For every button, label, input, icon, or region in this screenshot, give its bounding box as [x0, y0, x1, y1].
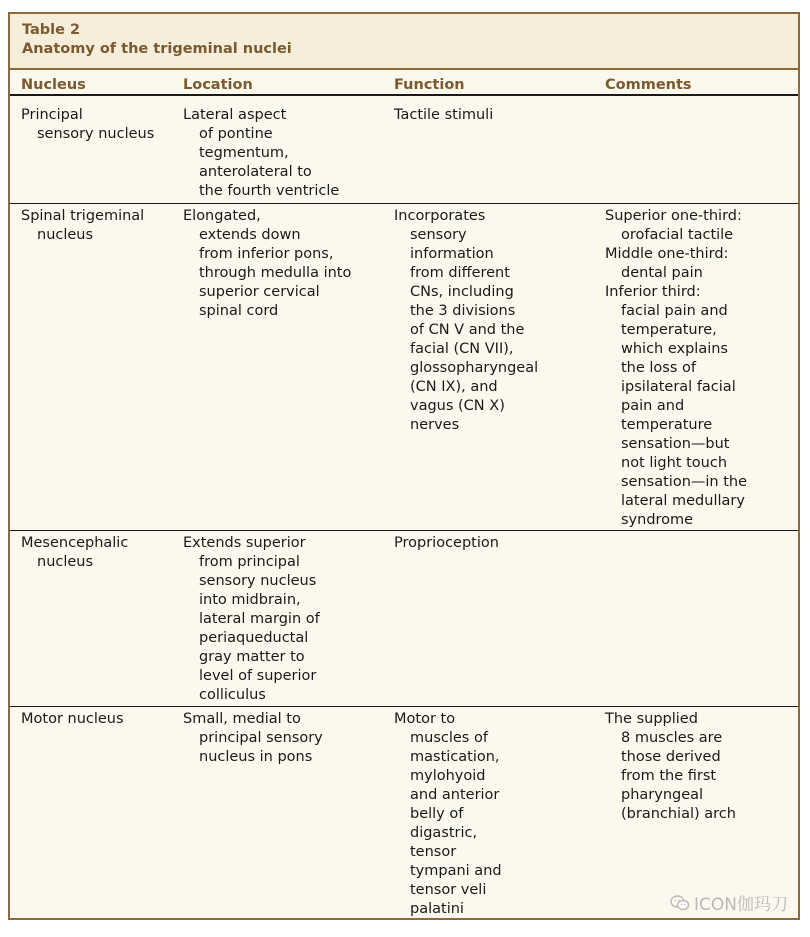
cell-line: The supplied: [605, 711, 698, 727]
cell-line: sensory nucleus: [199, 573, 317, 589]
cell-line: sensation—but: [621, 436, 730, 452]
cell-line: tensor veli: [410, 882, 487, 898]
cell-nucleus: [21, 106, 154, 144]
cell-line: Superior one-third:: [605, 208, 742, 224]
cell-line: Extends superior: [183, 535, 306, 551]
cell-line: ipsilateral facial: [621, 379, 736, 395]
cell-line: Lateral aspect: [183, 107, 287, 123]
watermark: [670, 890, 788, 915]
cell-line: periaqueductal: [199, 630, 309, 646]
cell-location: [183, 106, 339, 201]
cell-line: anterolateral to: [199, 164, 312, 180]
cell-line: facial (CN VII),: [410, 341, 514, 357]
cell-line: sensory nucleus: [37, 126, 155, 142]
cell-line: the fourth ventricle: [199, 183, 340, 199]
cell-line: extends down: [199, 227, 301, 243]
column-header-nucleus: Nucleus: [21, 77, 86, 93]
cell-location: [183, 710, 323, 767]
cell-line: tegmentum,: [199, 145, 289, 161]
table-row: [10, 207, 798, 531]
cell-line: tensor: [410, 844, 457, 860]
cell-line: into midbrain,: [199, 592, 301, 608]
cell-nucleus: [21, 534, 128, 572]
cell-line: those derived: [621, 749, 721, 765]
cell-line: the 3 divisions: [410, 303, 516, 319]
cell-line: Middle one-third:: [605, 246, 729, 262]
cell-line: orofacial tactile: [621, 227, 734, 243]
cell-line: mastication,: [410, 749, 500, 765]
column-header-comments: Comments: [605, 77, 692, 93]
cell-line: from different: [410, 265, 510, 281]
cell-line: nucleus in pons: [199, 749, 313, 765]
cell-line: and anterior: [410, 787, 500, 803]
cell-line: Incorporates: [394, 208, 486, 224]
cell-location: [183, 534, 320, 705]
table-frame: [8, 12, 800, 920]
cell-line: colliculus: [199, 687, 266, 703]
cell-comments: [605, 207, 747, 530]
cell-function: [394, 207, 538, 435]
cell-line: pain and: [621, 398, 685, 414]
wechat-icon: [670, 895, 690, 911]
table-row: [10, 534, 798, 707]
cell-line: glossopharyngeal: [410, 360, 539, 376]
cell-line: CNs, including: [410, 284, 514, 300]
cell-location: [183, 207, 351, 321]
cell-line: not light touch: [621, 455, 728, 471]
cell-line: of pontine: [199, 126, 273, 142]
column-header-function: Function: [394, 77, 465, 93]
cell-line: 8 muscles are: [621, 730, 723, 746]
watermark-text: ICON伽玛刀: [694, 895, 788, 915]
cell-line: Inferior third:: [605, 284, 701, 300]
cell-line: level of superior: [199, 668, 317, 684]
column-header-location: Location: [183, 77, 253, 93]
cell-line: digastric,: [410, 825, 478, 841]
cell-line: sensory: [410, 227, 467, 243]
cell-line: (branchial) arch: [621, 806, 736, 822]
cell-line: dental pain: [621, 265, 703, 281]
cell-line: lateral medullary: [621, 493, 745, 509]
cell-line: from inferior pons,: [199, 246, 334, 262]
cell-line: sensation—in the: [621, 474, 748, 490]
column-header-row: [10, 74, 798, 96]
cell-line: spinal cord: [199, 303, 279, 319]
cell-line: Spinal trigeminal: [21, 208, 145, 224]
cell-line: principal sensory: [199, 730, 323, 746]
cell-nucleus: [21, 207, 144, 245]
cell-nucleus: [21, 710, 124, 729]
cell-line: from the first: [621, 768, 717, 784]
table-title: Anatomy of the trigeminal nuclei: [22, 41, 292, 57]
cell-line: information: [410, 246, 494, 262]
cell-function: [394, 534, 499, 553]
cell-line: Motor nucleus: [21, 711, 124, 727]
cell-line: vagus (CN X): [410, 398, 505, 414]
cell-line: Proprioception: [394, 535, 499, 551]
cell-line: lateral margin of: [199, 611, 320, 627]
cell-function: [394, 710, 502, 919]
cell-line: which explains: [621, 341, 728, 357]
table-header: [10, 14, 798, 70]
cell-line: temperature,: [621, 322, 717, 338]
cell-line: of CN V and the: [410, 322, 525, 338]
cell-line: syndrome: [621, 512, 694, 528]
cell-line: nucleus: [37, 554, 94, 570]
cell-line: Small, medial to: [183, 711, 301, 727]
cell-line: nucleus: [37, 227, 94, 243]
cell-line: muscles of: [410, 730, 488, 746]
cell-line: Mesencephalic: [21, 535, 129, 551]
cell-line: Principal: [21, 107, 83, 123]
cell-line: tympani and: [410, 863, 502, 879]
cell-line: pharyngeal: [621, 787, 704, 803]
cell-line: Tactile stimuli: [394, 107, 494, 123]
cell-line: superior cervical: [199, 284, 320, 300]
cell-line: belly of: [410, 806, 464, 822]
cell-line: nerves: [410, 417, 460, 433]
cell-line: Elongated,: [183, 208, 261, 224]
cell-line: through medulla into: [199, 265, 352, 281]
cell-line: mylohyoid: [410, 768, 486, 784]
cell-line: from principal: [199, 554, 300, 570]
cell-line: temperature: [621, 417, 713, 433]
cell-line: gray matter to: [199, 649, 305, 665]
cell-comments: [605, 710, 736, 824]
cell-line: (CN IX), and: [410, 379, 498, 395]
cell-line: Motor to: [394, 711, 456, 727]
cell-function: [394, 106, 493, 125]
cell-line: facial pain and: [621, 303, 728, 319]
cell-line: the loss of: [621, 360, 696, 376]
table-label: Table 2: [22, 22, 81, 38]
cell-line: palatini: [410, 901, 464, 917]
table-row: [10, 106, 798, 204]
